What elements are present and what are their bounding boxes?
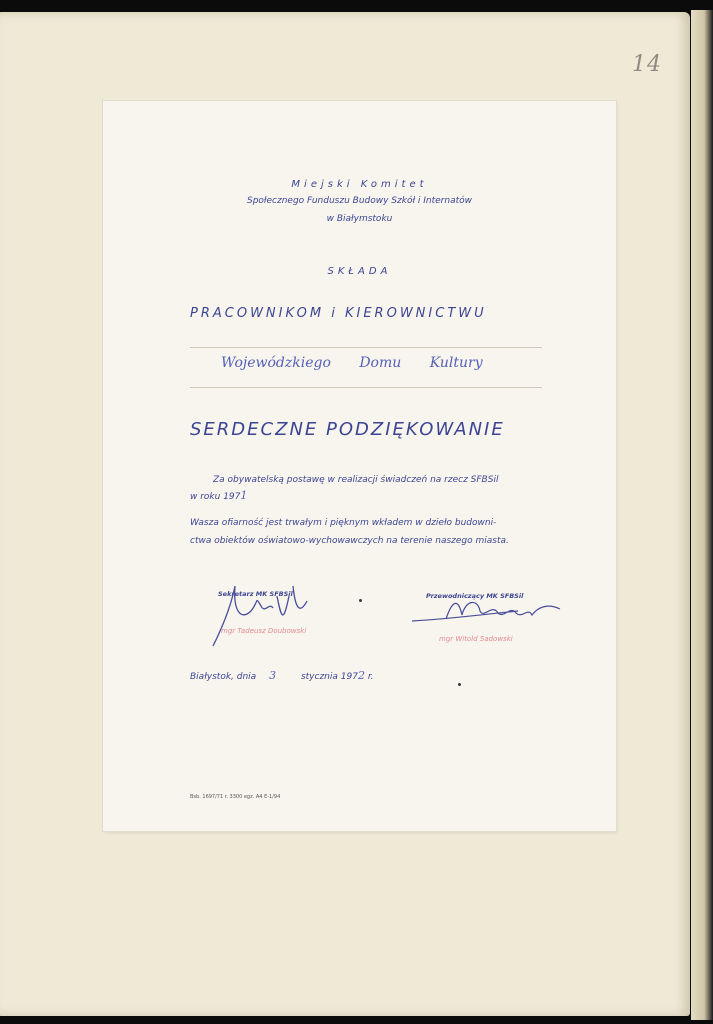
left-signatory-name-stamp: mgr Tadeusz Doubowski (221, 627, 307, 635)
right-signatory-name-stamp: mgr Witold Sadowski (439, 635, 513, 643)
right-signature (408, 589, 578, 639)
right-signatory-title: Przewodniczący MK SFBSil (426, 592, 524, 600)
issuer-line-1: Miejski Komitet (291, 179, 428, 190)
print-code: Bsb. 1697/71 r. 3300 egz. A4 E-1/94 (190, 794, 281, 800)
issuer-line-2: Społecznego Funduszu Budowy Szkół i Internatów (246, 196, 472, 206)
paragraph1-line2 (190, 488, 247, 505)
paragraph2-line1: Wasza ofiarność jest trwałym i pięknym wkładem w dzieło budowni- (190, 518, 497, 528)
ink-speck (458, 683, 461, 686)
date-prefix: Białystok, dnia (190, 672, 257, 682)
left-signature (203, 566, 323, 656)
paragraph2-line2: ctwa obiektów oświatowo-wychowawczych na terenie naszego miasta. (190, 536, 509, 546)
date-day: 3 (269, 669, 277, 682)
date-suffix: r. (367, 672, 374, 682)
left-signatory-title: Sekretarz MK SFBSil (218, 590, 293, 598)
album-page-edge (691, 10, 713, 1020)
paragraph1-year-prefix: w roku 197 (190, 492, 241, 502)
issuer-line-3: w Białymstoku (326, 214, 393, 224)
sklada-label: SKŁADA (327, 266, 392, 277)
date-year-digit: 2 (357, 669, 365, 682)
fill-line-top (190, 347, 542, 348)
ink-speck (359, 599, 362, 602)
paragraph1-line1: Za obywatelską postawę w realizacji świadczeń na rzecz SFBSil (213, 475, 499, 485)
date-line (190, 669, 374, 682)
heading-thanks: SERDECZNE PODZIĘKOWANIE (190, 419, 505, 440)
paragraph1-year-digit: 1 (240, 489, 248, 502)
page-number: 14 (632, 52, 662, 77)
handwritten-recipient: Wojewódzkiego Domu Kultury (221, 355, 483, 371)
diploma-certificate (103, 101, 616, 831)
date-month: stycznia 197 (300, 672, 358, 682)
fill-line-bottom (190, 387, 542, 388)
recipient-label: PRACOWNIKOM i KIEROWNICTWU (190, 306, 487, 321)
